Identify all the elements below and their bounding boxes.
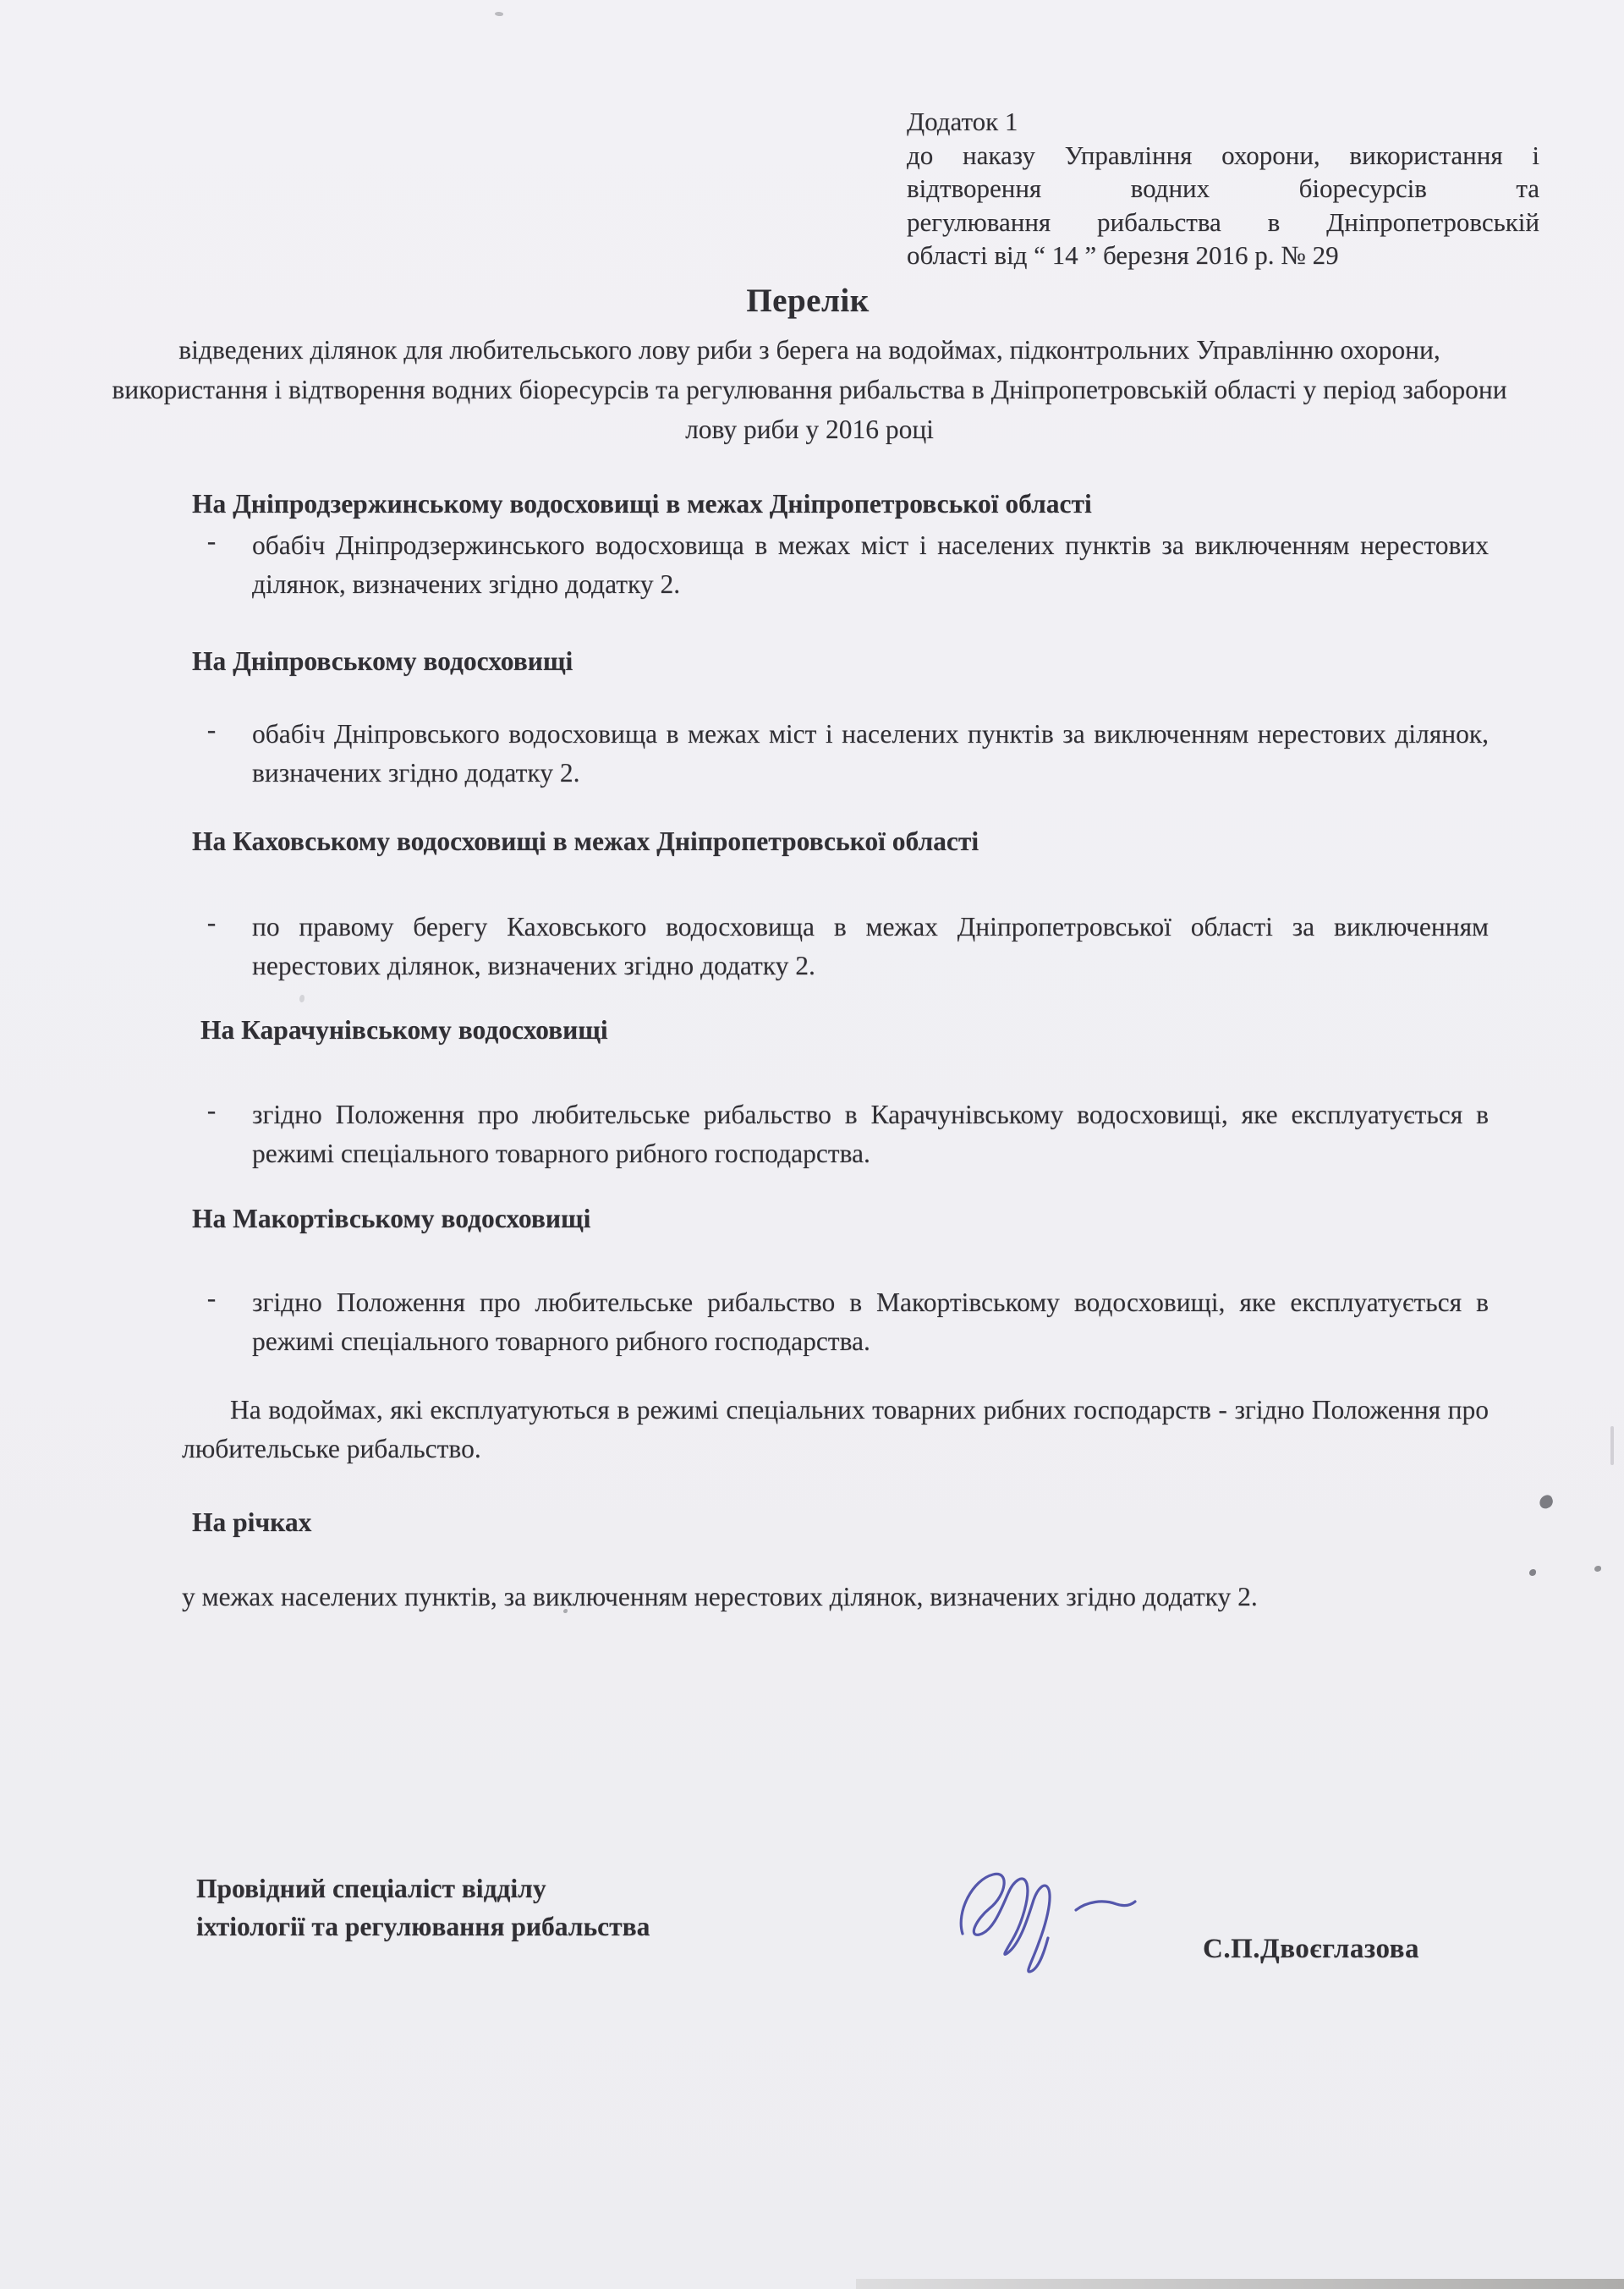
- appendix-ref-line-5: області від “ 14 ” березня 2016 р. № 29: [907, 240, 1339, 270]
- appendix-reference: [907, 105, 1539, 272]
- section-bullet-dniprovske: обабіч Дніпровського водосховища в межах міст і населених пунктів за виключенням нерестових ділянок, визначених згідно додатку 2.: [252, 719, 1489, 788]
- signer-role-line-2: іхтіології та регулювання рибальства: [196, 1912, 650, 1941]
- stg-paragraph: На водоймах, які експлуатуються в режимі спеціальних товарних рибних господарств - згідно Положення про любительське рибальство.: [182, 1395, 1489, 1463]
- section-bullet-kakhovske: по правому берегу Каховського водосховища в межах Дніпропетровської області за виключенням нерестових ділянок, визначених згідно додатку 2.: [252, 912, 1489, 980]
- signer-name: С.П.Двоєглазова: [1203, 1934, 1419, 1964]
- document-title: Перелік: [746, 283, 870, 319]
- scan-edge-mark: [1610, 1426, 1614, 1465]
- bullet-dash: -: [206, 1095, 217, 1125]
- section-bullet-karachunivske: згідно Положення про любительське рибальство в Карачунівському водосховищі, яке експлуатується в режимі спеціального товарного рибного господарства.: [252, 1100, 1489, 1168]
- section-heading-makortivske: На Макортівському водосховищі: [192, 1204, 591, 1233]
- scan-speck: [495, 11, 504, 16]
- appendix-ref-line-2: до наказу Управління охорони, використання і: [907, 140, 1539, 170]
- rivers-paragraph: у межах населених пунктів, за виключенням нерестових ділянок, визначених згідно додатку 2.: [182, 1582, 1258, 1611]
- appendix-ref-line-1: Додаток 1: [907, 107, 1018, 136]
- section-bullet-makortivske: згідно Положення про любительське рибальство в Макортівському водосховищі, яке експлуатується в режимі спеціального товарного рибного господарства.: [252, 1287, 1489, 1356]
- section-bullet-dniprodzerzhynske: обабіч Дніпродзержинського водосховища в межах міст і населених пунктів за виключенням нерестових ділянок, визначених згідно додатку 2.: [252, 530, 1489, 599]
- ink-speck: [1529, 1569, 1536, 1576]
- signature-ink: [949, 1859, 1152, 1986]
- scanner-bottom-edge: [856, 2279, 1624, 2289]
- section-heading-rivers: На річках: [192, 1507, 312, 1537]
- section-heading-dniprodzerzhynske: На Дніпродзержинському водосховищі в межах Дніпропетровської області: [192, 489, 1092, 519]
- ink-speck: [1594, 1566, 1601, 1572]
- section-heading-kakhovske: На Каховському водосховищі в межах Дніпропетровської області: [192, 826, 979, 856]
- section-heading-karachunivske: На Карачунівському водосховищі: [200, 1015, 608, 1045]
- document-subtitle: відведених ділянок для любительського лову риби з берега на водоймах, підконтрольних Управлінню охорони, використання і відтворення водних біоресурсів та регулювання рибальства в Дніпропетровській області у період заборони лову риби у 2016 році: [112, 335, 1507, 444]
- ink-speck: [1538, 1494, 1555, 1511]
- section-heading-dniprovske: На Дніпровському водосховищі: [192, 646, 573, 676]
- appendix-ref-line-4: регулювання рибальства в Дніпропетровській: [907, 206, 1539, 237]
- ink-speck: [299, 995, 304, 1002]
- signer-role-line-1: Провідний спеціаліст відділу: [196, 1874, 546, 1903]
- bullet-dash: -: [206, 715, 217, 744]
- bullet-dash: -: [206, 1283, 217, 1313]
- appendix-ref-line-3: відтворення водних біоресурсів та: [907, 173, 1539, 203]
- bullet-dash: -: [206, 908, 217, 937]
- bullet-dash: -: [206, 526, 217, 556]
- signer-role: [196, 1869, 650, 1946]
